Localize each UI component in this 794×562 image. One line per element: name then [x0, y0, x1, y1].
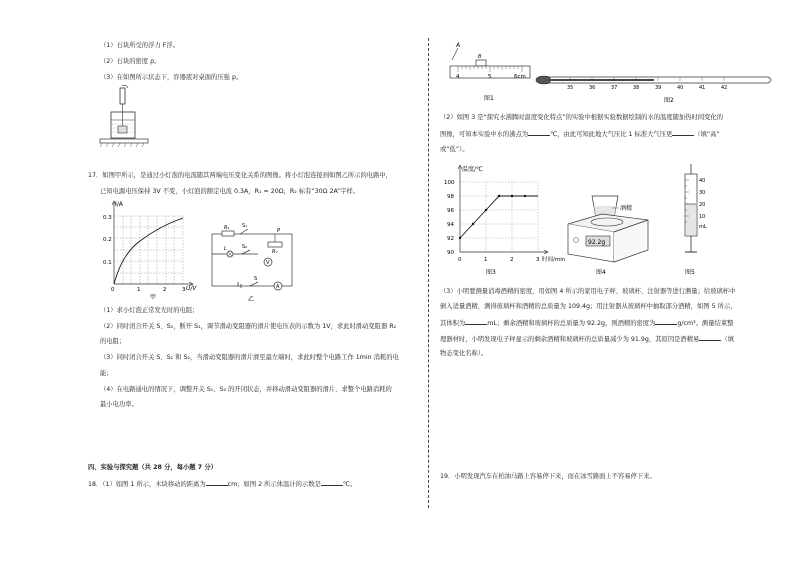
fig3-xtick: 3 [536, 257, 540, 263]
circuit-label: S₁ [242, 223, 248, 229]
fig4-display: 92.2g [588, 239, 606, 246]
fig1-tick: 5 [488, 74, 492, 80]
circuit-label: R₂ [272, 249, 278, 255]
fig3-ytick: 94 [447, 222, 454, 228]
q18-3e: g/cm³。测量结束整 [677, 320, 734, 327]
q18-2e: 或“低”）。 [440, 146, 469, 153]
fig2-tick: 35 [567, 85, 574, 91]
fig3-ylabel: 温度/℃ [462, 166, 483, 173]
q18-2b: 图像，可知本实验中水的沸点为 [440, 131, 529, 138]
q18-2d: （填“高” [694, 131, 720, 138]
fig2-tick: 36 [589, 85, 596, 91]
fig5-unit: mL [699, 224, 707, 230]
fig1-mark: A [456, 42, 461, 49]
circuit-label: P [277, 228, 281, 234]
circuit-yi-caption: 乙 [248, 296, 255, 303]
fig3-graph [442, 162, 566, 280]
answer-blank[interactable] [321, 479, 343, 486]
column-divider [428, 38, 429, 508]
circuit-label: A [276, 284, 280, 290]
fig5-tick: 20 [699, 202, 706, 208]
section-4-title: 四、实验与探究题（共 28 分，每小题 7 分） [88, 464, 217, 471]
q17-sub-3b: 能； [100, 370, 113, 377]
q18-3b: 倒入适量酒精，测得玻璃杯和酒精的总质量为 109.4g；用注射器从玻璃杯中抽取部分酒精，如图 5 所示， [440, 303, 737, 310]
beaker-figure [100, 86, 150, 160]
q18-3d: mL；剩余酒精和玻璃杯的总质量为 92.2g，则酒精的密度为 [487, 320, 656, 327]
circuit-label: S [254, 276, 258, 282]
fig2-tick: 40 [677, 85, 684, 91]
circuit-label: R₁ [224, 225, 230, 231]
answer-blank[interactable] [206, 479, 228, 486]
fig3-xtick: 2 [510, 257, 514, 263]
graph-jia-xtick: 0 [111, 287, 115, 293]
q17-sub-3a: （3）同时闭合开关 S、S₁ 和 S₂，当滑动变阻器的滑片滑至最左端时，求此时整个电路工作 1min 消耗的电 [100, 354, 399, 361]
fig1-tick: 6cm [514, 74, 526, 80]
q18-3g: （填 [721, 336, 734, 343]
fig5-syringe [677, 164, 717, 280]
q18-1-end: ℃。 [342, 481, 357, 488]
fig5-tick: 30 [699, 190, 706, 196]
circuit-label: V [266, 260, 270, 266]
graph-jia-xlabel: U/V [186, 285, 197, 292]
q17-line-2: 已知电源电压保持 3V 不变，小灯泡的额定电流 0.3A，R₁ = 20Ω，R₂ 标有“30Ω 2A”字样。 [100, 188, 360, 195]
fig2-caption: 图2 [664, 97, 674, 104]
fig3-xtick: 0 [458, 257, 462, 263]
graph-jia-ytick: 0.2 [103, 237, 112, 243]
fig3-caption: 图3 [486, 269, 496, 276]
q18-3h: 物态变化名称）。 [440, 350, 488, 357]
graph-jia-xtick: 3 [182, 287, 186, 293]
fig3-xtick: 1 [484, 257, 488, 263]
q19: 19．小明发现汽车在柏油马路上容易停下来，而在冰雪路面上不容易停下来。 [440, 473, 656, 480]
fig3-ytick: 98 [447, 194, 454, 200]
circuit-label: L [224, 246, 227, 252]
answer-blank[interactable] [528, 129, 550, 136]
graph-jia-ytick: 0.3 [103, 215, 112, 221]
graph-jia-ytick: 0.1 [103, 260, 112, 266]
q17-sub-2b: 的电阻； [100, 338, 126, 345]
fig2-tick: 37 [611, 85, 618, 91]
fig1-ruler [448, 38, 533, 103]
q17-line-1: 17．如图甲所示，是通过小灯泡的电流随其两端电压变化关系的图像。将小灯泡连接到如图乙所示的电路中， [88, 172, 392, 179]
fig1-caption: 图1 [484, 95, 494, 102]
q16-item-1: （1）石块所受的浮力 F浮。 [100, 42, 179, 49]
fig3-ytick: 96 [447, 208, 454, 214]
fig2-tick: 39 [655, 85, 662, 91]
fig1-tick: 4 [456, 74, 460, 80]
fig3-ytick: 92 [447, 236, 454, 242]
q18-1 [88, 479, 356, 489]
q16-item-3: （3）在如图所示状态下，容器底对桌面的压强 p。 [100, 74, 243, 81]
q18-2-line [440, 129, 720, 139]
q18-1-unit: cm；如图 2 所示体温计的示数是 [227, 481, 321, 488]
q18-3-line2 [440, 334, 734, 344]
fig4-caption: 图4 [596, 269, 606, 276]
q18-1-text: 18．（1）如图 1 所示，木块移动的距离为 [88, 481, 206, 488]
fig5-tick: 10 [699, 214, 706, 220]
fig3-ytick: 90 [447, 250, 454, 256]
q16-item-2: （2）石块的密度 ρ。 [100, 58, 161, 65]
graph-jia [100, 198, 195, 300]
q17-sub-4b: 最小电功率。 [100, 401, 138, 408]
graph-jia-caption: 甲 [150, 294, 157, 301]
fig2-thermometer [536, 68, 776, 106]
fig2-tick: 42 [721, 85, 728, 91]
graph-jia-xtick: 1 [137, 287, 141, 293]
fig1-mark: B [478, 54, 482, 60]
circuit-yi [208, 224, 298, 306]
q18-3f: 理器材时，小明发现电子秤显示的剩余酒精和玻璃杯的总质量减少为 91.9g，其原因是酒精易 [440, 336, 700, 343]
graph-jia-ylabel: I/A [115, 201, 123, 208]
fig4-label: 酒精 [620, 205, 633, 212]
answer-blank[interactable] [672, 129, 694, 136]
q18-2c: ℃，由此可知此地大气压比 1 标准大气压更 [550, 131, 673, 138]
circuit-label: S₂ [242, 244, 248, 250]
fig2-tick: 41 [699, 85, 706, 91]
answer-blank[interactable] [699, 334, 721, 341]
fig4-scale [562, 174, 654, 278]
answer-blank[interactable] [655, 318, 677, 325]
fig5-tick: 40 [699, 178, 706, 184]
q18-3-line [440, 318, 733, 328]
graph-jia-xtick: 2 [163, 287, 167, 293]
q17-sub-2a: （2）同时闭合开关 S、S₂，断开 S₁，调节滑动变阻器的滑片使电压表的示数为 1V，求此时滑动变阻器 R₂ [100, 323, 397, 330]
q17-sub-4a: （4）在电路通电的情况下，调整开关 S₁、S₂ 的开闭状态，并移动滑动变阻器的滑片，求整个电路消耗的 [100, 386, 392, 393]
answer-blank[interactable] [465, 318, 487, 325]
fig3-ytick: 100 [444, 180, 455, 186]
fig5-caption: 图5 [685, 269, 695, 276]
q18-3c: 其体积为 [440, 320, 466, 327]
q18-3a: （3）小明要测量消毒酒精的密度，用如图 4 所示的家用电子秤、玻璃杯、注射器等进行测量；给玻璃杯中 [440, 288, 736, 295]
q18-2a: （2）如图 3 是“探究水沸腾时温度变化特点”的实验中根据实验数据绘制的水的温度随加热时间变化的 [440, 114, 724, 121]
fig2-tick: 38 [633, 85, 640, 91]
fig3-xlabel: 时间/min [542, 257, 566, 263]
q17-sub-1: （1）求小灯泡正常发光时的电阻； [100, 307, 199, 314]
